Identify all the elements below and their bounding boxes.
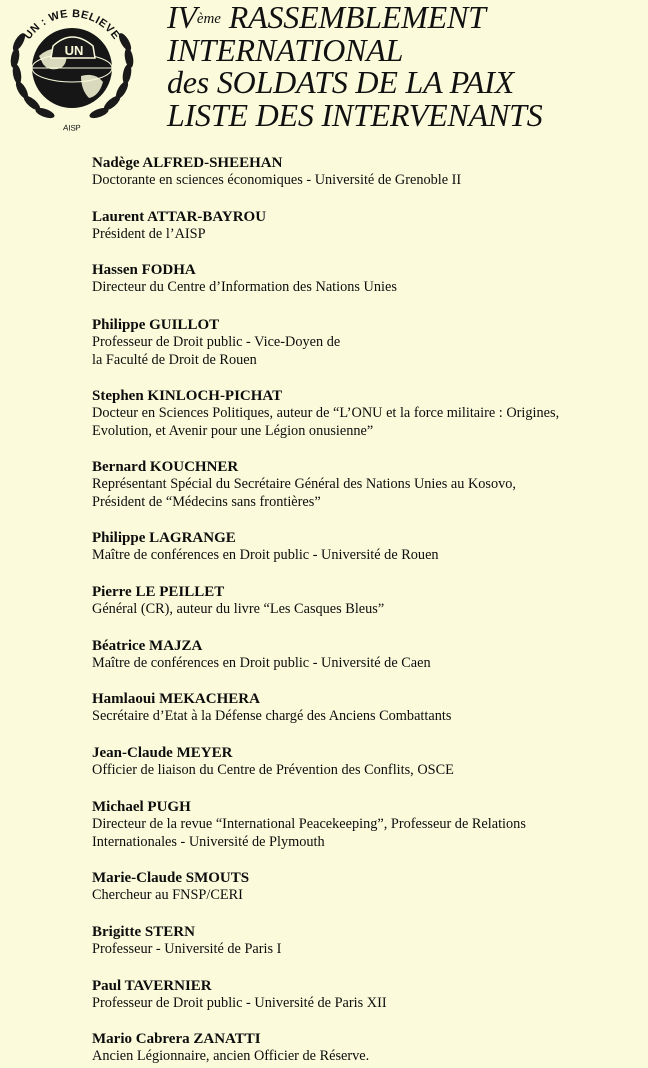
speaker-title: Professeur de Droit public - Université de Paris XII — [92, 995, 387, 1011]
speaker-entry — [92, 387, 644, 440]
speaker-title: Maître de conférences en Droit public - Université de Rouen — [92, 547, 439, 563]
speaker-name: Bernard KOUCHNER — [92, 459, 239, 475]
speaker-name: Paul TAVERNIER — [92, 978, 212, 994]
speaker-title-continued: Evolution, et Avenir pour une Légion onusienne” — [92, 422, 374, 439]
svg-text:UN: UN — [64, 43, 84, 58]
speaker-entry — [92, 208, 644, 244]
speaker-title: Professeur de Droit public - Vice-Doyen de — [92, 334, 341, 350]
speaker-title: Directeur de la revue “International Peacekeeping”, Professeur de Relations — [92, 816, 526, 832]
speaker-title: Chercheur au FNSP/CERI — [92, 887, 243, 903]
speaker-title: Président de l’AISP — [92, 226, 206, 242]
speaker-entry — [92, 923, 644, 959]
speaker-entry — [92, 690, 644, 726]
speaker-title: Représentant Spécial du Secrétaire Général des Nations Unies au Kosovo, — [92, 476, 517, 492]
speaker-title: Maître de conférences en Droit public - Université de Caen — [92, 655, 431, 671]
speaker-name: Philippe GUILLOT — [92, 317, 220, 333]
speaker-title-continued: Président de “Médecins sans frontières” — [92, 493, 321, 510]
speaker-title-continued: Internationales - Université de Plymouth — [92, 833, 325, 850]
speaker-entry — [92, 798, 644, 851]
speaker-entry — [92, 1030, 644, 1066]
title-line-4: LISTE DES INTERVENANTS — [167, 96, 543, 133]
speaker-title: Secrétaire d’Etat à la Défense chargé des Anciens Combattants — [92, 708, 452, 724]
title-line-1: IVème RASSEMBLEMENT — [167, 0, 486, 35]
speaker-name: Michael PUGH — [92, 799, 191, 815]
svg-text:UN : WE BELIEVE: UN : WE BELIEVE — [22, 7, 122, 42]
speaker-entry — [92, 154, 644, 190]
speaker-title: Doctorante en sciences économiques - Université de Grenoble II — [92, 172, 462, 188]
speaker-entry — [92, 316, 644, 369]
speaker-name: Philippe LAGRANGE — [92, 530, 236, 546]
speaker-name: Pierre LE PEILLET — [92, 584, 225, 600]
speaker-title: Docteur en Sciences Politiques, auteur de “L’ONU et la force militaire : Origines, — [92, 405, 560, 421]
title-line-2: INTERNATIONAL — [167, 31, 404, 68]
speaker-entry — [92, 637, 644, 673]
speaker-entry — [92, 529, 644, 565]
speaker-name: Stephen KINLOCH-PICHAT — [92, 388, 283, 404]
speaker-name: Jean-Claude MEYER — [92, 745, 233, 761]
speaker-title: Ancien Légionnaire, ancien Officier de Réserve. — [92, 1048, 370, 1064]
speaker-title: Directeur du Centre d’Information des Nations Unies — [92, 279, 397, 295]
speaker-title: Général (CR), auteur du livre “Les Casques Bleus” — [92, 601, 385, 617]
speaker-entry — [92, 583, 644, 619]
speaker-name: Hassen FODHA — [92, 262, 196, 278]
title-line-3: des SOLDATS DE LA PAIX — [167, 64, 515, 100]
speaker-title: Officier de liaison du Centre de Prévention des Conflits, OSCE — [92, 762, 454, 778]
speaker-name: Mario Cabrera ZANATTI — [92, 1031, 261, 1047]
speaker-name: Nadège ALFRED-SHEEHAN — [92, 155, 283, 171]
speaker-name: Marie-Claude SMOUTS — [92, 870, 250, 886]
speaker-entry — [92, 744, 644, 780]
speaker-title-continued: la Faculté de Droit de Rouen — [92, 351, 257, 368]
un-emblem-logo — [3, 2, 141, 134]
speaker-entry — [92, 261, 644, 297]
speaker-title: Professeur - Université de Paris I — [92, 941, 282, 957]
svg-text:AISP: AISP — [62, 123, 82, 133]
speaker-name: Béatrice MAJZA — [92, 638, 203, 654]
speaker-name: Brigitte STERN — [92, 924, 195, 940]
speaker-entry — [92, 977, 644, 1013]
speaker-entry — [92, 458, 644, 511]
speaker-name: Hamlaoui MEKACHERA — [92, 691, 260, 707]
speaker-name: Laurent ATTAR-BAYROU — [92, 209, 267, 225]
speaker-entry — [92, 869, 644, 905]
page-title — [167, 1, 637, 131]
